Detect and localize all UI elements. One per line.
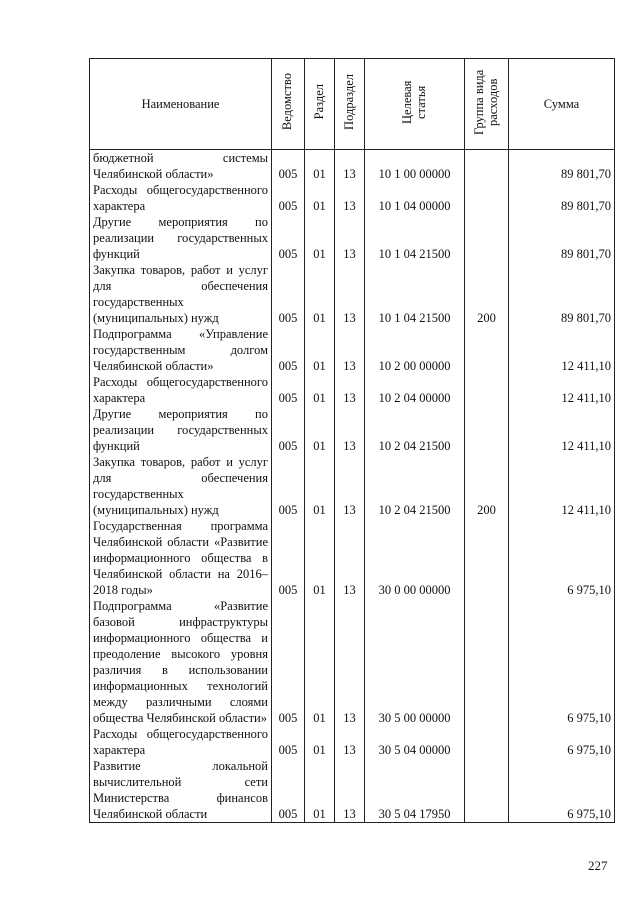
row-vedomstvo: 005 (272, 326, 305, 374)
table-row (90, 598, 615, 726)
table-row (90, 326, 615, 374)
row-summa: 6 975,10 (509, 758, 615, 823)
row-gruppa (465, 598, 509, 726)
row-celevaya: 10 1 04 21500 (365, 262, 465, 326)
row-vedomstvo: 005 (272, 758, 305, 823)
header-razdel: Раздел (305, 59, 335, 150)
row-celevaya: 10 1 00 00000 (365, 150, 465, 183)
row-name: Подпрограмма «Управление государственным долгом Челябинской области» (90, 326, 272, 374)
row-vedomstvo: 005 (272, 598, 305, 726)
table-row (90, 150, 615, 183)
table-row (90, 182, 615, 214)
header-gruppa: Группа вида расходов (465, 59, 509, 150)
budget-table (89, 58, 615, 823)
row-podrazdel: 13 (335, 518, 365, 598)
row-summa: 89 801,70 (509, 214, 615, 262)
row-name: Другие мероприятия по реализации государственных функций (90, 214, 272, 262)
row-celevaya: 10 1 04 21500 (365, 214, 465, 262)
row-gruppa (465, 150, 509, 183)
row-podrazdel: 13 (335, 758, 365, 823)
row-vedomstvo: 005 (272, 374, 305, 406)
row-podrazdel: 13 (335, 406, 365, 454)
row-podrazdel: 13 (335, 214, 365, 262)
row-celevaya: 30 5 04 17950 (365, 758, 465, 823)
row-gruppa (465, 518, 509, 598)
row-gruppa (465, 326, 509, 374)
row-podrazdel: 13 (335, 182, 365, 214)
row-vedomstvo: 005 (272, 454, 305, 518)
row-vedomstvo: 005 (272, 726, 305, 758)
row-name: Расходы общегосударственного характера (90, 726, 272, 758)
row-gruppa (465, 374, 509, 406)
row-gruppa: 200 (465, 262, 509, 326)
row-razdel: 01 (305, 182, 335, 214)
row-celevaya: 10 2 04 21500 (365, 454, 465, 518)
table-row (90, 518, 615, 598)
page-number: 227 (588, 858, 608, 873)
row-vedomstvo: 005 (272, 518, 305, 598)
row-vedomstvo: 005 (272, 214, 305, 262)
row-vedomstvo: 005 (272, 182, 305, 214)
row-name: Расходы общегосударственного характера (90, 182, 272, 214)
row-razdel: 01 (305, 758, 335, 823)
table-row (90, 262, 615, 326)
row-celevaya: 30 0 00 00000 (365, 518, 465, 598)
row-gruppa (465, 726, 509, 758)
row-summa: 12 411,10 (509, 326, 615, 374)
row-gruppa (465, 758, 509, 823)
row-razdel: 01 (305, 326, 335, 374)
table-row (90, 374, 615, 406)
row-summa: 89 801,70 (509, 182, 615, 214)
row-summa: 6 975,10 (509, 726, 615, 758)
row-razdel: 01 (305, 374, 335, 406)
row-name: Другие мероприятия по реализации государственных функций (90, 406, 272, 454)
table-row (90, 758, 615, 823)
table-row (90, 726, 615, 758)
row-podrazdel: 13 (335, 598, 365, 726)
row-razdel: 01 (305, 262, 335, 326)
row-razdel: 01 (305, 598, 335, 726)
row-celevaya: 10 2 04 21500 (365, 406, 465, 454)
row-podrazdel: 13 (335, 326, 365, 374)
row-gruppa: 200 (465, 454, 509, 518)
row-podrazdel: 13 (335, 150, 365, 183)
row-summa: 6 975,10 (509, 598, 615, 726)
row-celevaya: 10 2 04 00000 (365, 374, 465, 406)
row-summa: 6 975,10 (509, 518, 615, 598)
row-summa: 12 411,10 (509, 374, 615, 406)
row-vedomstvo: 005 (272, 150, 305, 183)
row-podrazdel: 13 (335, 726, 365, 758)
row-name: бюджетной системы Челябинской области» (90, 150, 272, 183)
row-name: Государственная программа Челябинской области «Развитие информационного общества в Челябинской области на 2016–2018 годы» (90, 518, 272, 598)
row-summa: 89 801,70 (509, 150, 615, 183)
row-summa: 89 801,70 (509, 262, 615, 326)
table-header-row (90, 59, 615, 150)
row-gruppa (465, 406, 509, 454)
row-gruppa (465, 214, 509, 262)
header-vedomstvo: Ведомство (272, 59, 305, 150)
header-summa: Сумма (509, 59, 615, 150)
table-row (90, 214, 615, 262)
row-razdel: 01 (305, 454, 335, 518)
row-celevaya: 30 5 00 00000 (365, 598, 465, 726)
row-name: Расходы общегосударственного характера (90, 374, 272, 406)
row-vedomstvo: 005 (272, 406, 305, 454)
table-row (90, 406, 615, 454)
row-celevaya: 30 5 04 00000 (365, 726, 465, 758)
row-summa: 12 411,10 (509, 406, 615, 454)
row-name: Подпрограмма «Развитие базовой инфраструктуры информационного общества и преодоление высокого уровня различия в использовании информационных технологий между различными слоями общества Челябинской области» (90, 598, 272, 726)
row-razdel: 01 (305, 406, 335, 454)
row-celevaya: 10 2 00 00000 (365, 326, 465, 374)
row-gruppa (465, 182, 509, 214)
row-name: Закупка товаров, работ и услуг для обеспечения государственных (муниципальных) нужд (90, 262, 272, 326)
row-celevaya: 10 1 04 00000 (365, 182, 465, 214)
row-vedomstvo: 005 (272, 262, 305, 326)
row-podrazdel: 13 (335, 262, 365, 326)
row-name: Развитие локальной вычислительной сети Министерства финансов Челябинской области (90, 758, 272, 823)
row-razdel: 01 (305, 214, 335, 262)
row-summa: 12 411,10 (509, 454, 615, 518)
table-row (90, 454, 615, 518)
header-celevaya: Целевая статья (365, 59, 465, 150)
row-razdel: 01 (305, 518, 335, 598)
header-podrazdel: Подраздел (335, 59, 365, 150)
row-name: Закупка товаров, работ и услуг для обеспечения государственных (муниципальных) нужд (90, 454, 272, 518)
row-razdel: 01 (305, 150, 335, 183)
row-podrazdel: 13 (335, 454, 365, 518)
row-razdel: 01 (305, 726, 335, 758)
row-podrazdel: 13 (335, 374, 365, 406)
header-name: Наименование (90, 59, 272, 150)
